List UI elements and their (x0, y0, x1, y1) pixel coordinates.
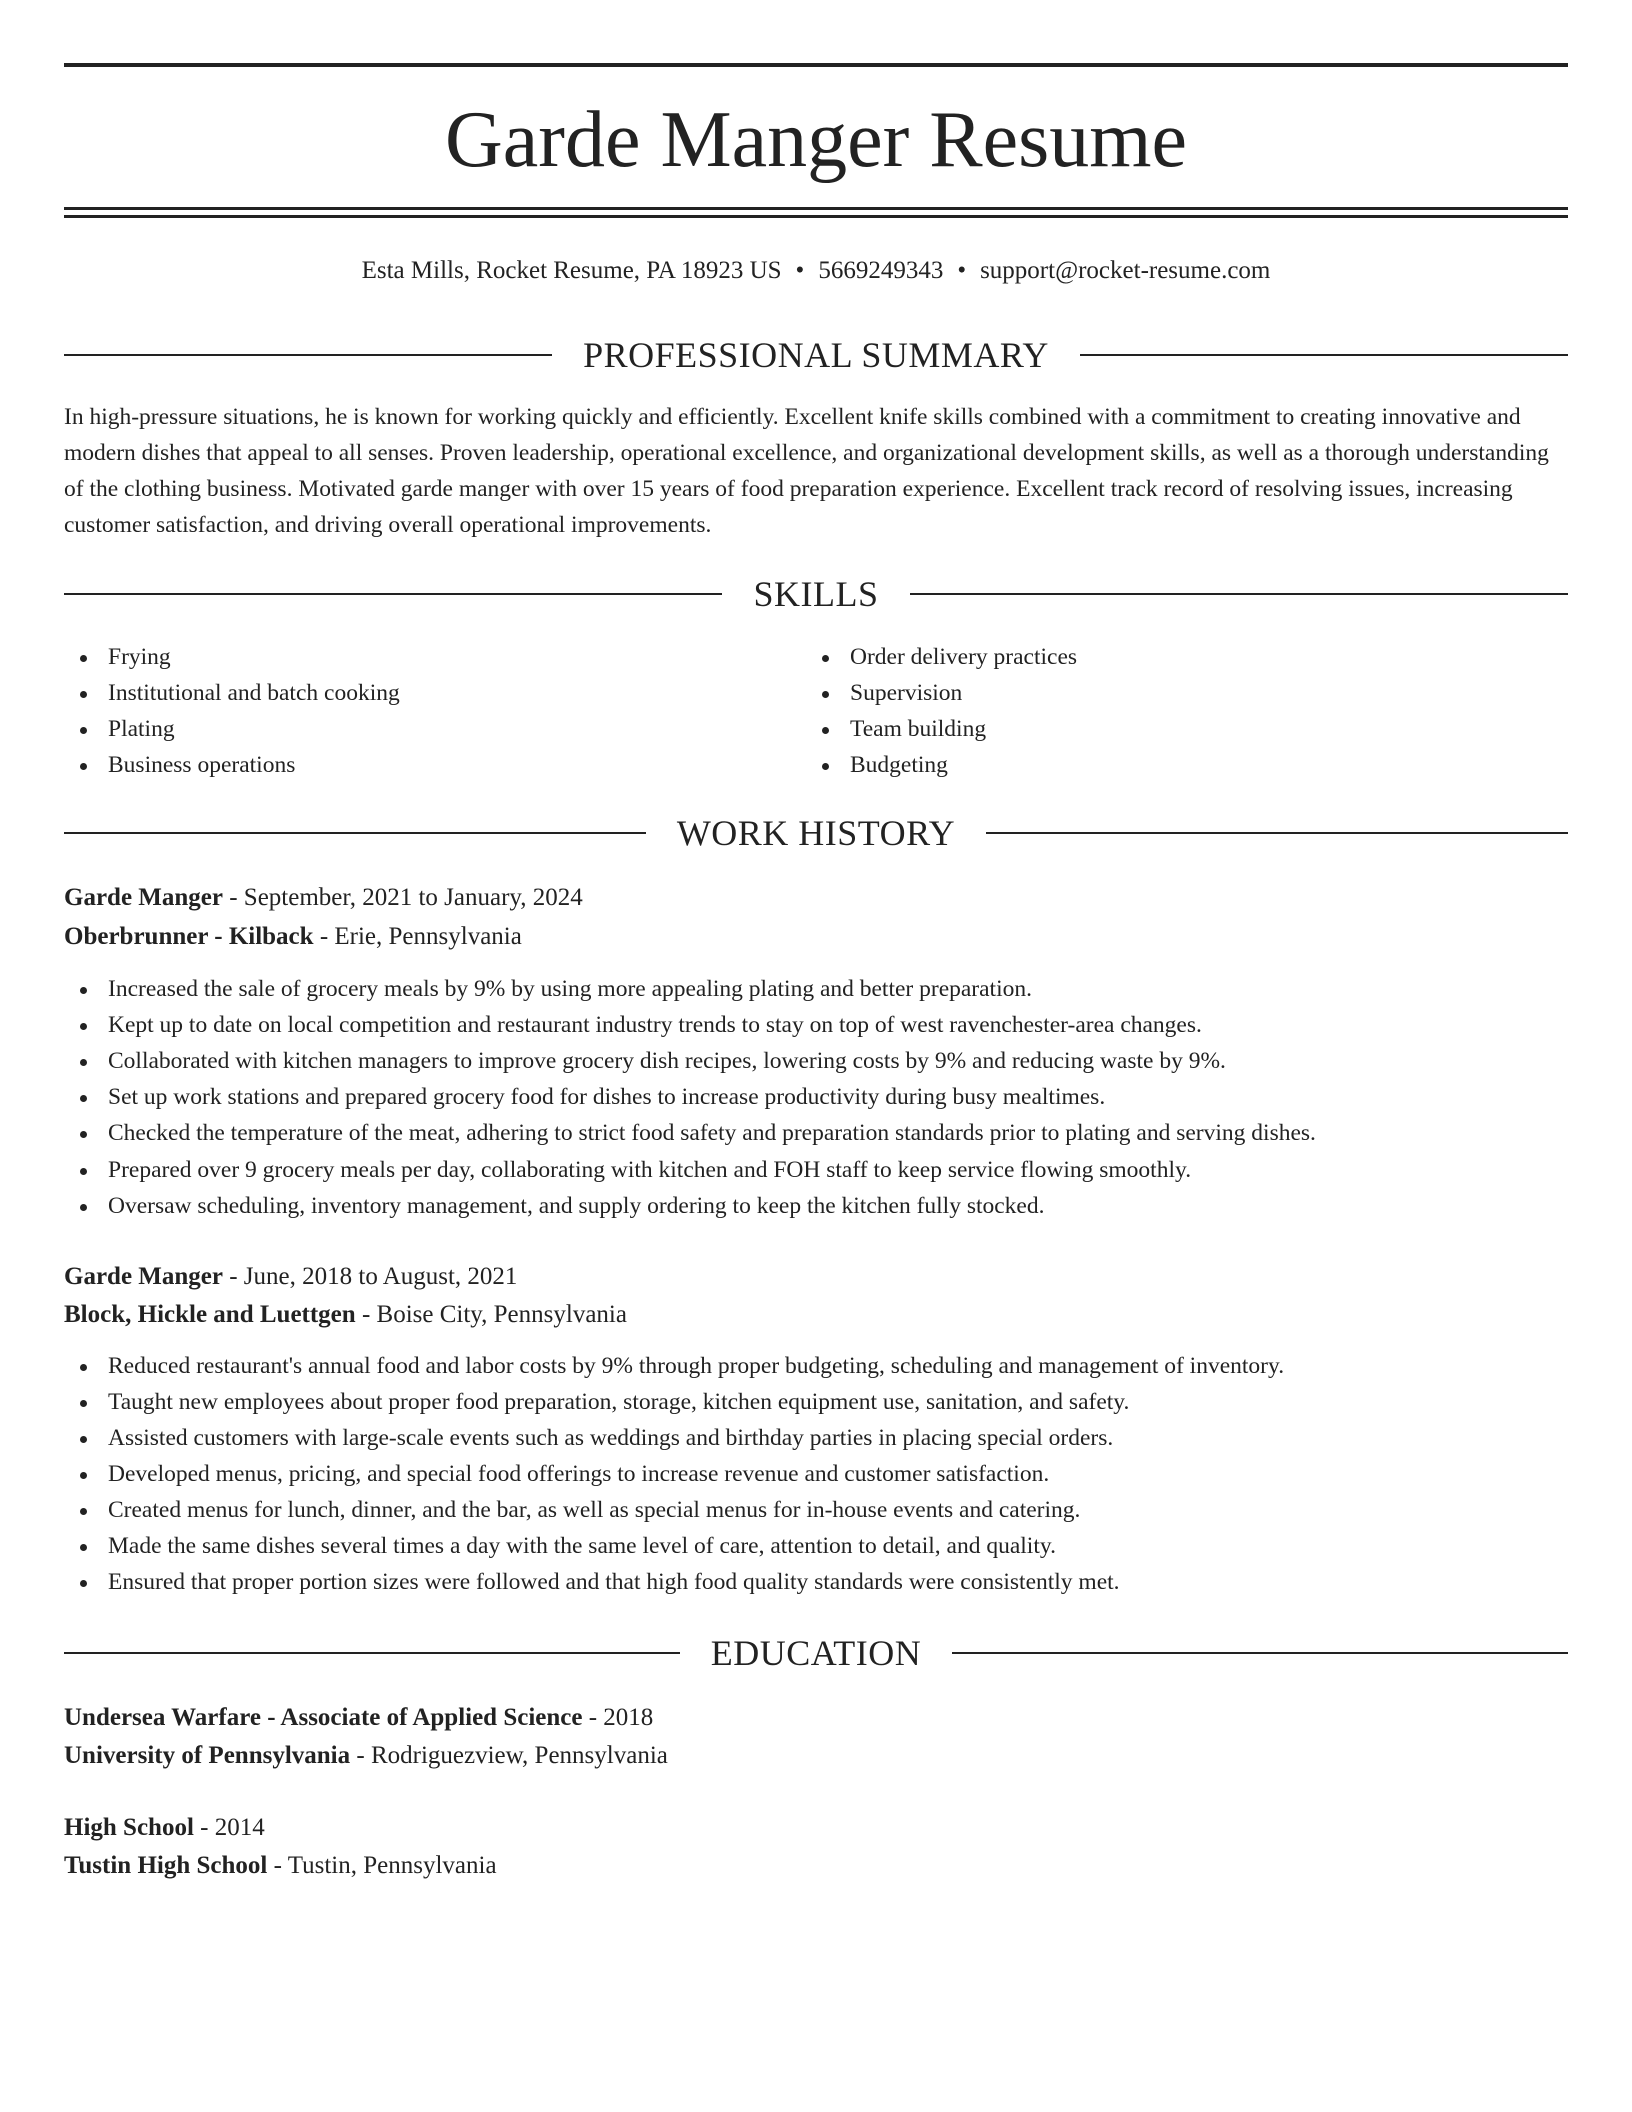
job-bullet: Checked the temperature of the meat, adhering to strict food safety and preparation standards prior to plating and serving dishes. (64, 1115, 1568, 1151)
job-title-line (64, 879, 583, 917)
contact-email: support@rocket-resume.com (980, 257, 1271, 284)
work-heading (64, 811, 1568, 855)
job-bullet: Made the same dishes several times a day with the same level of care, attention to detail, and quality. (64, 1528, 1568, 1564)
job-bullet: Reduced restaurant's annual food and labor costs by 9% through proper budgeting, scheduling and management of inventory. (64, 1348, 1568, 1384)
contact-line (64, 254, 1568, 288)
job-bullet: Increased the sale of grocery meals by 9% by using more appealing plating and better preparation. (64, 971, 1568, 1007)
skills-list-right (806, 639, 1546, 783)
job-location: - Erie, Pennsylvania (313, 923, 522, 950)
summary-text: In high-pressure situations, he is known for working quickly and efficiently. Excellent knife skills combined with a commitment to creating innovative and modern dishes that appeal to all senses. Proven leadership, operational excellence, and organizational development skills, as well as a thorough understanding of the clothing business. Motivated garde manger with over 15 years of food preparation experience. Excellent track record of resolving issues, increasing customer satisfaction, and driving overall operational improvements. (64, 404, 1549, 538)
job-location: - Boise City, Pennsylvania (355, 1301, 627, 1328)
education-degree-line (64, 1699, 653, 1737)
skills-heading (64, 572, 1568, 616)
resume-title: Garde Manger Resume (445, 96, 1187, 184)
education-location: - Rodriguezview, Pennsylvania (350, 1742, 668, 1769)
education-degree: Undersea Warfare - Associate of Applied Science (64, 1704, 583, 1731)
contact-separator: • (957, 257, 967, 284)
job-bullet: Prepared over 9 grocery meals per day, collaborating with kitchen and FOH staff to keep service flowing smoothly. (64, 1152, 1568, 1188)
work-heading-label: WORK HISTORY (676, 813, 956, 853)
education-school-line (64, 1737, 668, 1775)
job-bullets (64, 1348, 1568, 1600)
skills-heading-label: SKILLS (753, 574, 879, 614)
summary-heading (64, 333, 1568, 377)
job-company: Oberbrunner - Kilback (64, 923, 314, 950)
contact-separator: • (795, 257, 805, 284)
job-company: Block, Hickle and Luettgen (64, 1301, 356, 1328)
contact-address: Esta Mills, Rocket Resume, PA 18923 US (361, 257, 782, 284)
job-bullet: Created menus for lunch, dinner, and the bar, as well as special menus for in-house events and catering. (64, 1492, 1568, 1528)
job-title: Garde Manger (64, 884, 223, 911)
skill-item: Institutional and batch cooking (64, 675, 804, 711)
contact-phone: 5669249343 (818, 257, 944, 284)
job-company-line (64, 1296, 627, 1334)
job-bullets (64, 971, 1568, 1224)
education-school: Tustin High School (64, 1852, 268, 1879)
education-school-line (64, 1847, 497, 1885)
education-heading-label: EDUCATION (710, 1633, 922, 1673)
skill-item: Plating (64, 711, 804, 747)
education-year: - 2014 (193, 1814, 265, 1841)
skill-item: Business operations (64, 747, 804, 783)
skill-item: Frying (64, 639, 804, 675)
education-year: - 2018 (582, 1704, 654, 1731)
job-bullet: Assisted customers with large-scale events such as weddings and birthday parties in placing special orders. (64, 1420, 1568, 1456)
job-bullet: Collaborated with kitchen managers to improve grocery dish recipes, lowering costs by 9% and reducing waste by 9%. (64, 1043, 1568, 1079)
education-degree: High School (64, 1814, 194, 1841)
education-degree-line (64, 1809, 265, 1847)
job-dates: - September, 2021 to January, 2024 (222, 884, 583, 911)
job-dates: - June, 2018 to August, 2021 (222, 1263, 518, 1290)
job-bullet: Oversaw scheduling, inventory management, and supply ordering to keep the kitchen fully stocked. (64, 1188, 1568, 1224)
job-bullet: Ensured that proper portion sizes were followed and that high food quality standards were consistently met. (64, 1564, 1568, 1600)
skills-list-left (64, 639, 804, 783)
header-double-rule-lower (64, 215, 1568, 218)
summary-heading-label: PROFESSIONAL SUMMARY (583, 335, 1049, 375)
job-bullet: Kept up to date on local competition and restaurant industry trends to stay on top of west ravenchester-area changes. (64, 1007, 1568, 1043)
skill-item: Budgeting (806, 747, 1546, 783)
job-title: Garde Manger (64, 1263, 223, 1290)
skill-item: Supervision (806, 675, 1546, 711)
job-company-line (64, 918, 522, 956)
job-bullet: Taught new employees about proper food preparation, storage, kitchen equipment use, sanitation, and safety. (64, 1384, 1568, 1420)
job-title-line (64, 1258, 517, 1296)
skill-item: Team building (806, 711, 1546, 747)
skill-item: Order delivery practices (806, 639, 1546, 675)
job-bullet: Set up work stations and prepared grocery food for dishes to increase productivity during busy mealtimes. (64, 1079, 1568, 1115)
header-double-rule-upper (64, 207, 1568, 210)
education-school: University of Pennsylvania (64, 1742, 351, 1769)
header-top-rule (64, 63, 1568, 67)
education-location: - Tustin, Pennsylvania (267, 1852, 497, 1879)
education-heading (64, 1631, 1568, 1675)
job-bullet: Developed menus, pricing, and special food offerings to increase revenue and customer satisfaction. (64, 1456, 1568, 1492)
